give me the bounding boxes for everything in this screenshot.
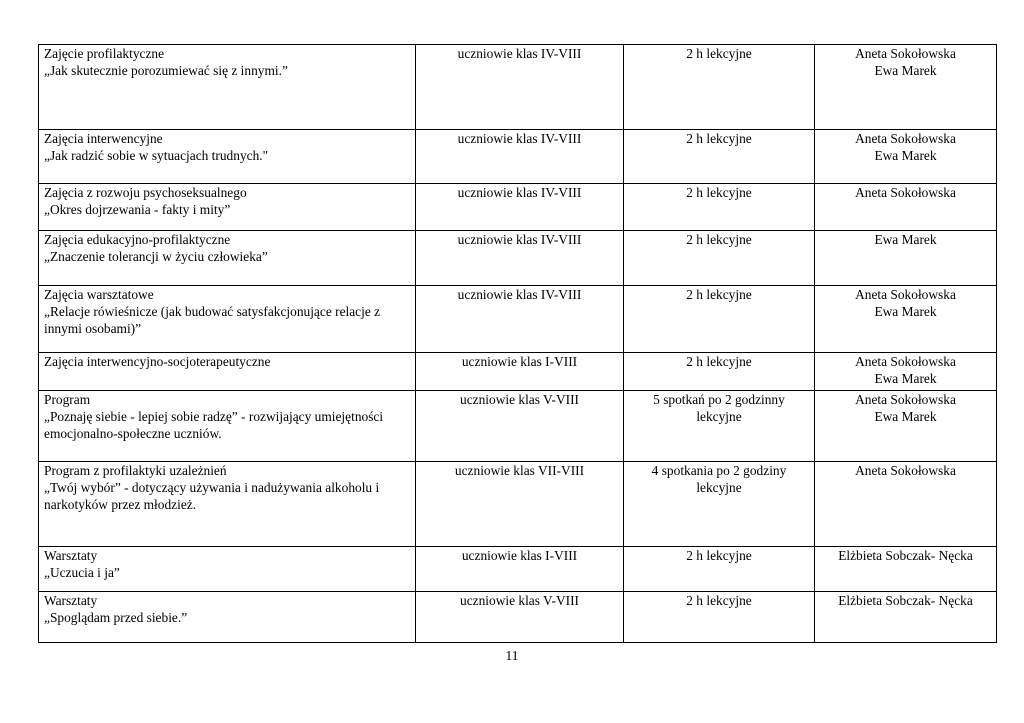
activity-type: Zajęcia interwencyjne (44, 131, 163, 146)
table-row (39, 547, 997, 592)
leader-cell (815, 286, 997, 353)
activity-type: Program (44, 392, 91, 407)
table-row (39, 130, 997, 184)
duration-cell (624, 547, 815, 592)
leader-cell (815, 391, 997, 462)
activity-cell (39, 286, 416, 353)
duration-cell (624, 184, 815, 231)
duration-cell (624, 592, 815, 643)
activity-title: „Znaczenie tolerancji w życiu człowieka” (44, 249, 268, 264)
duration-text: 2 h lekcyjne (686, 548, 752, 563)
participants-cell (416, 353, 624, 391)
duration-text: 2 h lekcyjne (686, 287, 752, 302)
table-row (39, 231, 997, 286)
activity-title: „Poznaję siebie - lepiej sobie radzę” - rozwijający umiejętności emocjonalno-społeczne uczniów. (44, 409, 384, 441)
duration-cell (624, 391, 815, 462)
activity-cell (39, 45, 416, 130)
activity-cell (39, 592, 416, 643)
activity-type: Zajęcia z rozwoju psychoseksualnego (44, 185, 247, 200)
activity-cell (39, 130, 416, 184)
leader-name: Elżbieta Sobczak- Nęcka (838, 593, 973, 608)
duration-text: 2 h lekcyjne (686, 131, 752, 146)
leader-name: Ewa Marek (874, 232, 937, 247)
activity-title: „Uczucia i ja” (44, 565, 120, 580)
participants-cell (416, 391, 624, 462)
leader-cell (815, 353, 997, 391)
leader-name: Aneta Sokołowska (855, 46, 956, 61)
leader-name: Ewa Marek (874, 409, 937, 424)
duration-text: 2 h lekcyjne (686, 232, 752, 247)
activity-title: „Okres dojrzewania - fakty i mity” (44, 202, 231, 217)
participants-text: uczniowie klas IV-VIII (457, 287, 582, 302)
participants-cell (416, 45, 624, 130)
leader-name: Ewa Marek (874, 371, 937, 386)
leader-cell (815, 462, 997, 547)
leader-cell (815, 592, 997, 643)
participants-text: uczniowie klas VII-VIII (454, 463, 585, 478)
activity-type: Zajęcie profilaktyczne (44, 46, 165, 61)
leader-cell (815, 231, 997, 286)
duration-text: 2 h lekcyjne (686, 185, 752, 200)
page-number: 11 (505, 648, 519, 663)
leader-name: Ewa Marek (874, 304, 937, 319)
leader-cell (815, 130, 997, 184)
participants-cell (416, 231, 624, 286)
participants-text: uczniowie klas I-VIII (461, 548, 578, 563)
duration-cell (624, 130, 815, 184)
leader-name: Aneta Sokołowska (855, 131, 956, 146)
leader-name: Aneta Sokołowska (855, 463, 956, 478)
table-row (39, 184, 997, 231)
leader-name: Aneta Sokołowska (855, 185, 956, 200)
activity-cell (39, 462, 416, 547)
participants-text: uczniowie klas IV-VIII (457, 232, 582, 247)
participants-cell (416, 592, 624, 643)
activity-cell (39, 547, 416, 592)
leader-name: Aneta Sokołowska (855, 392, 956, 407)
activity-title: „Jak radzić sobie w sytuacjach trudnych." (44, 148, 269, 163)
duration-cell (624, 45, 815, 130)
duration-cell (624, 286, 815, 353)
participants-text: uczniowie klas IV-VIII (457, 131, 582, 146)
duration-cell (624, 353, 815, 391)
participants-text: uczniowie klas V-VIII (460, 593, 579, 608)
duration-cell (624, 462, 815, 547)
duration-text: 2 h lekcyjne (686, 354, 752, 369)
duration-text: lekcyjne (696, 480, 742, 495)
participants-cell (416, 286, 624, 353)
leader-name: Elżbieta Sobczak- Nęcka (838, 548, 973, 563)
leader-cell (815, 547, 997, 592)
participants-text: uczniowie klas I-VIII (461, 354, 578, 369)
activity-cell (39, 231, 416, 286)
activity-type: Warsztaty (44, 548, 98, 563)
table-row (39, 353, 997, 391)
activity-title: „Twój wybór” - dotyczący używania i nadużywania alkoholu i narkotyków przez młodzież. (44, 480, 380, 512)
participants-cell (416, 130, 624, 184)
duration-text: 5 spotkań po 2 godzinny (653, 392, 785, 407)
participants-text: uczniowie klas V-VIII (460, 392, 579, 407)
activity-type: Zajęcia edukacyjno-profilaktyczne (44, 232, 231, 247)
activity-title: „Jak skutecznie porozumiewać się z innymi.” (44, 63, 288, 78)
duration-text: 2 h lekcyjne (686, 46, 752, 61)
table-row (39, 391, 997, 462)
table-row (39, 592, 997, 643)
leader-cell (815, 45, 997, 130)
table-row (39, 45, 997, 130)
participants-cell (416, 184, 624, 231)
activity-cell (39, 391, 416, 462)
table-row (39, 462, 997, 547)
participants-text: uczniowie klas IV-VIII (457, 46, 582, 61)
duration-text: 2 h lekcyjne (686, 593, 752, 608)
leader-name: Aneta Sokołowska (855, 354, 956, 369)
activity-type: Zajęcia interwencyjno-socjoterapeutyczne (44, 354, 271, 369)
participants-cell (416, 547, 624, 592)
duration-text: 4 spotkania po 2 godziny (651, 463, 787, 478)
table-row (39, 286, 997, 353)
leader-name: Ewa Marek (874, 148, 937, 163)
participants-text: uczniowie klas IV-VIII (457, 185, 582, 200)
leader-name: Aneta Sokołowska (855, 287, 956, 302)
activity-type: Zajęcia warsztatowe (44, 287, 154, 302)
activity-title: „Relacje rówieśnicze (jak budować satysfakcjonujące relacje z innymi osobami)” (44, 304, 381, 336)
duration-text: lekcyjne (696, 409, 742, 424)
leader-cell (815, 184, 997, 231)
activity-type: Program z profilaktyki uzależnień (44, 463, 227, 478)
activity-cell (39, 353, 416, 391)
leader-name: Ewa Marek (874, 63, 937, 78)
activities-table (38, 44, 997, 643)
activity-cell (39, 184, 416, 231)
duration-cell (624, 231, 815, 286)
activity-title: „Spoglądam przed siebie.” (44, 610, 188, 625)
activity-type: Warsztaty (44, 593, 98, 608)
participants-cell (416, 462, 624, 547)
